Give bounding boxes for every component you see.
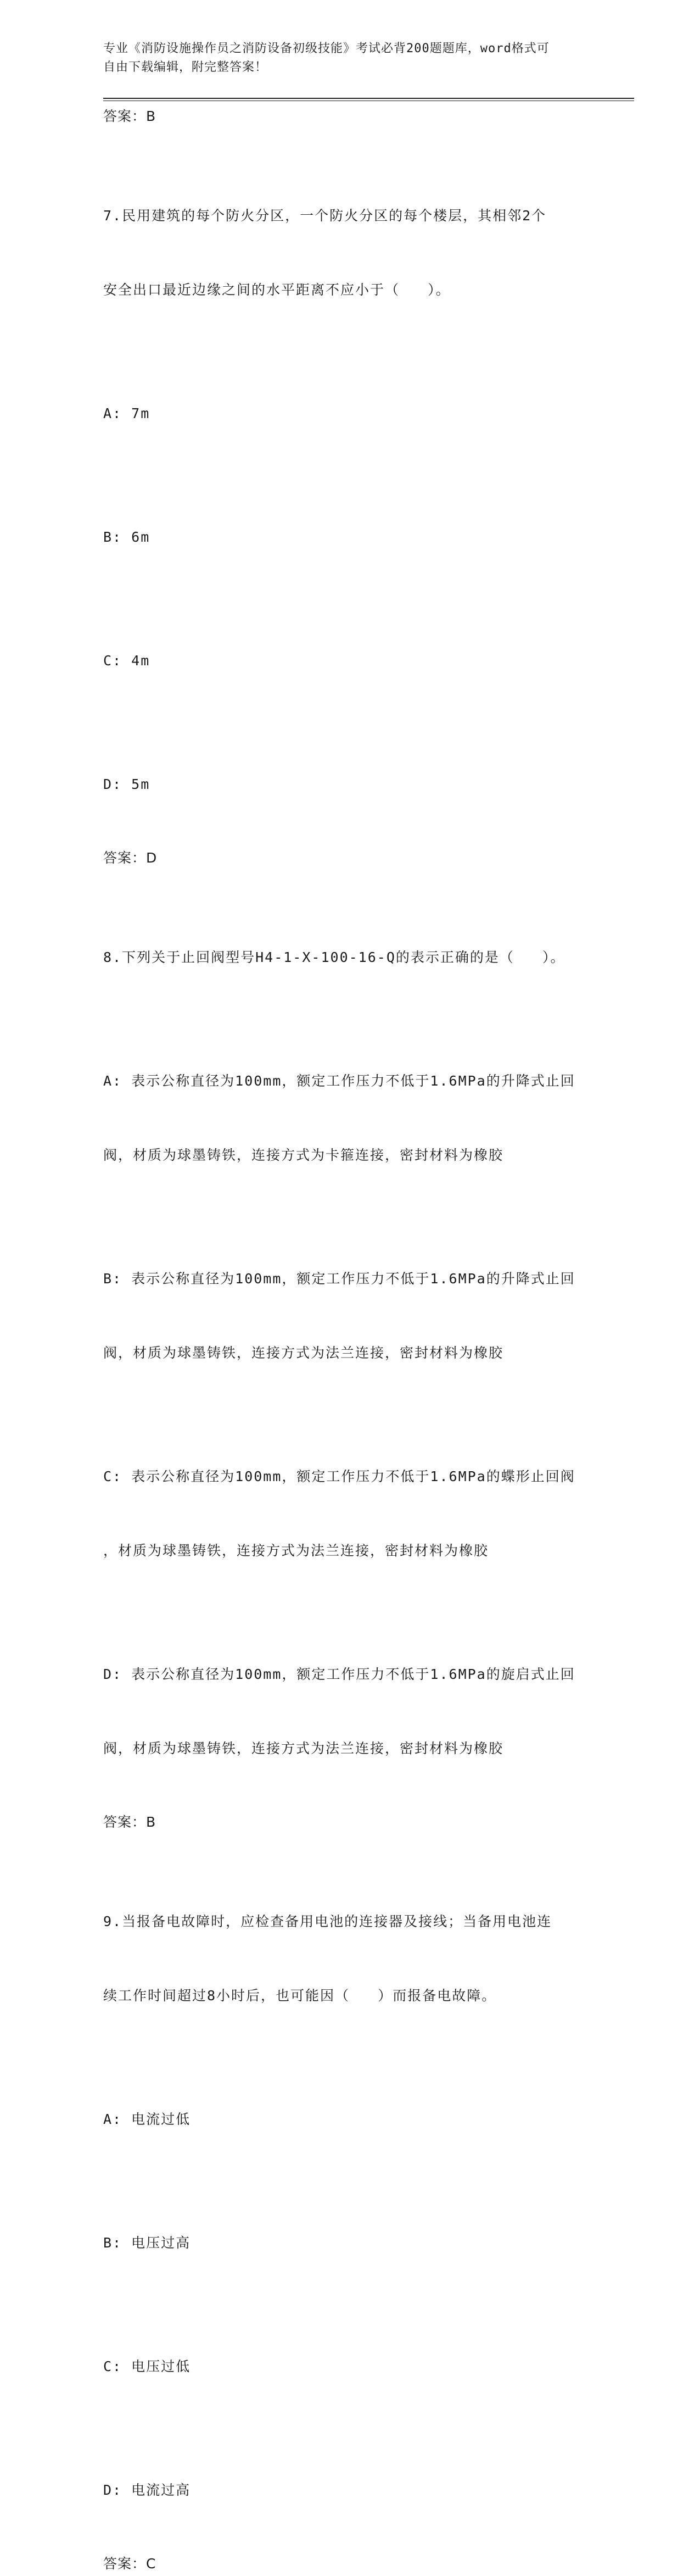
option-line: 阀，材质为球墨铸铁，连接方式为法兰连接，密封材料为橡胶 — [103, 1345, 504, 1361]
option-line: ，材质为球墨铸铁，连接方式为法兰连接，密封材料为橡胶 — [103, 1543, 489, 1559]
option-line: C: 4m — [103, 653, 150, 669]
option-d — [103, 1612, 597, 1810]
option-line: C: 电压过低 — [103, 2358, 191, 2374]
answer-label: 答案：C — [103, 2556, 156, 2572]
question-line: 9.当报备电故障时，应检查备用电池的连接器及接线；当备用电池连 — [103, 1913, 552, 1929]
option-c — [103, 2305, 597, 2428]
question-9 — [103, 1860, 597, 2576]
option-a — [103, 352, 597, 475]
option-line: A: 7m — [103, 405, 150, 421]
answer-label: 答案：B — [103, 1814, 156, 1830]
document-header — [103, 40, 597, 77]
question-line: 安全出口最近边缘之间的水平距离不应小于（ ）。 — [103, 282, 451, 298]
option-line: A: 电流过低 — [103, 2111, 191, 2127]
header-rule-thick — [103, 98, 634, 99]
option-line: D: 电流过高 — [103, 2482, 191, 2498]
header-line-2: 自由下载编辑，附完整答案！ — [103, 60, 268, 74]
option-line: D: 表示公称直径为100mm，额定工作压力不低于1.6MPa的旋启式止回 — [103, 1666, 575, 1682]
question-8 — [103, 895, 597, 1834]
option-line: C: 表示公称直径为100mm，额定工作压力不低于1.6MPa的蝶形止回阀 — [103, 1468, 575, 1484]
answer-label: 答案：D — [103, 850, 158, 866]
option-line: 阀，材质为球墨铸铁，连接方式为卡箍连接，密封材料为橡胶 — [103, 1147, 504, 1163]
question-line: 续工作时间超过8小时后，也可能因（ ）而报备电故障。 — [103, 1988, 497, 2004]
option-a — [103, 2057, 597, 2181]
answer-label: 答案：B — [103, 108, 156, 124]
option-d — [103, 2428, 597, 2552]
option-c — [103, 1415, 597, 1612]
question-text — [103, 895, 597, 1019]
option-line: 阀，材质为球墨铸铁，连接方式为法兰连接，密封材料为橡胶 — [103, 1740, 504, 1756]
question-line: 7.民用建筑的每个防火分区，一个防火分区的每个楼层，其相邻2个 — [103, 208, 547, 224]
option-d — [103, 722, 597, 846]
option-b — [103, 2181, 597, 2305]
option-line: B: 表示公称直径为100mm，额定工作压力不低于1.6MPa的升降式止回 — [103, 1271, 575, 1287]
question-7 — [103, 154, 597, 870]
option-a — [103, 1019, 597, 1217]
option-line: B: 电压过高 — [103, 2235, 191, 2251]
header-line-1: 专业《消防设施操作员之消防设备初级技能》考试必背200题题库，word格式可 — [103, 42, 550, 55]
option-line: A: 表示公称直径为100mm，额定工作压力不低于1.6MPa的升降式止回 — [103, 1073, 575, 1089]
option-line: D: 5m — [103, 776, 150, 792]
option-b — [103, 1217, 597, 1415]
document-body — [103, 104, 597, 2576]
option-b — [103, 475, 597, 599]
option-c — [103, 599, 597, 722]
question-text — [103, 154, 597, 352]
question-text — [103, 1860, 597, 2057]
option-line: B: 6m — [103, 529, 150, 545]
question-line: 8.下列关于止回阀型号H4-1-X-100-16-Q的表示正确的是（ ）。 — [103, 949, 565, 965]
